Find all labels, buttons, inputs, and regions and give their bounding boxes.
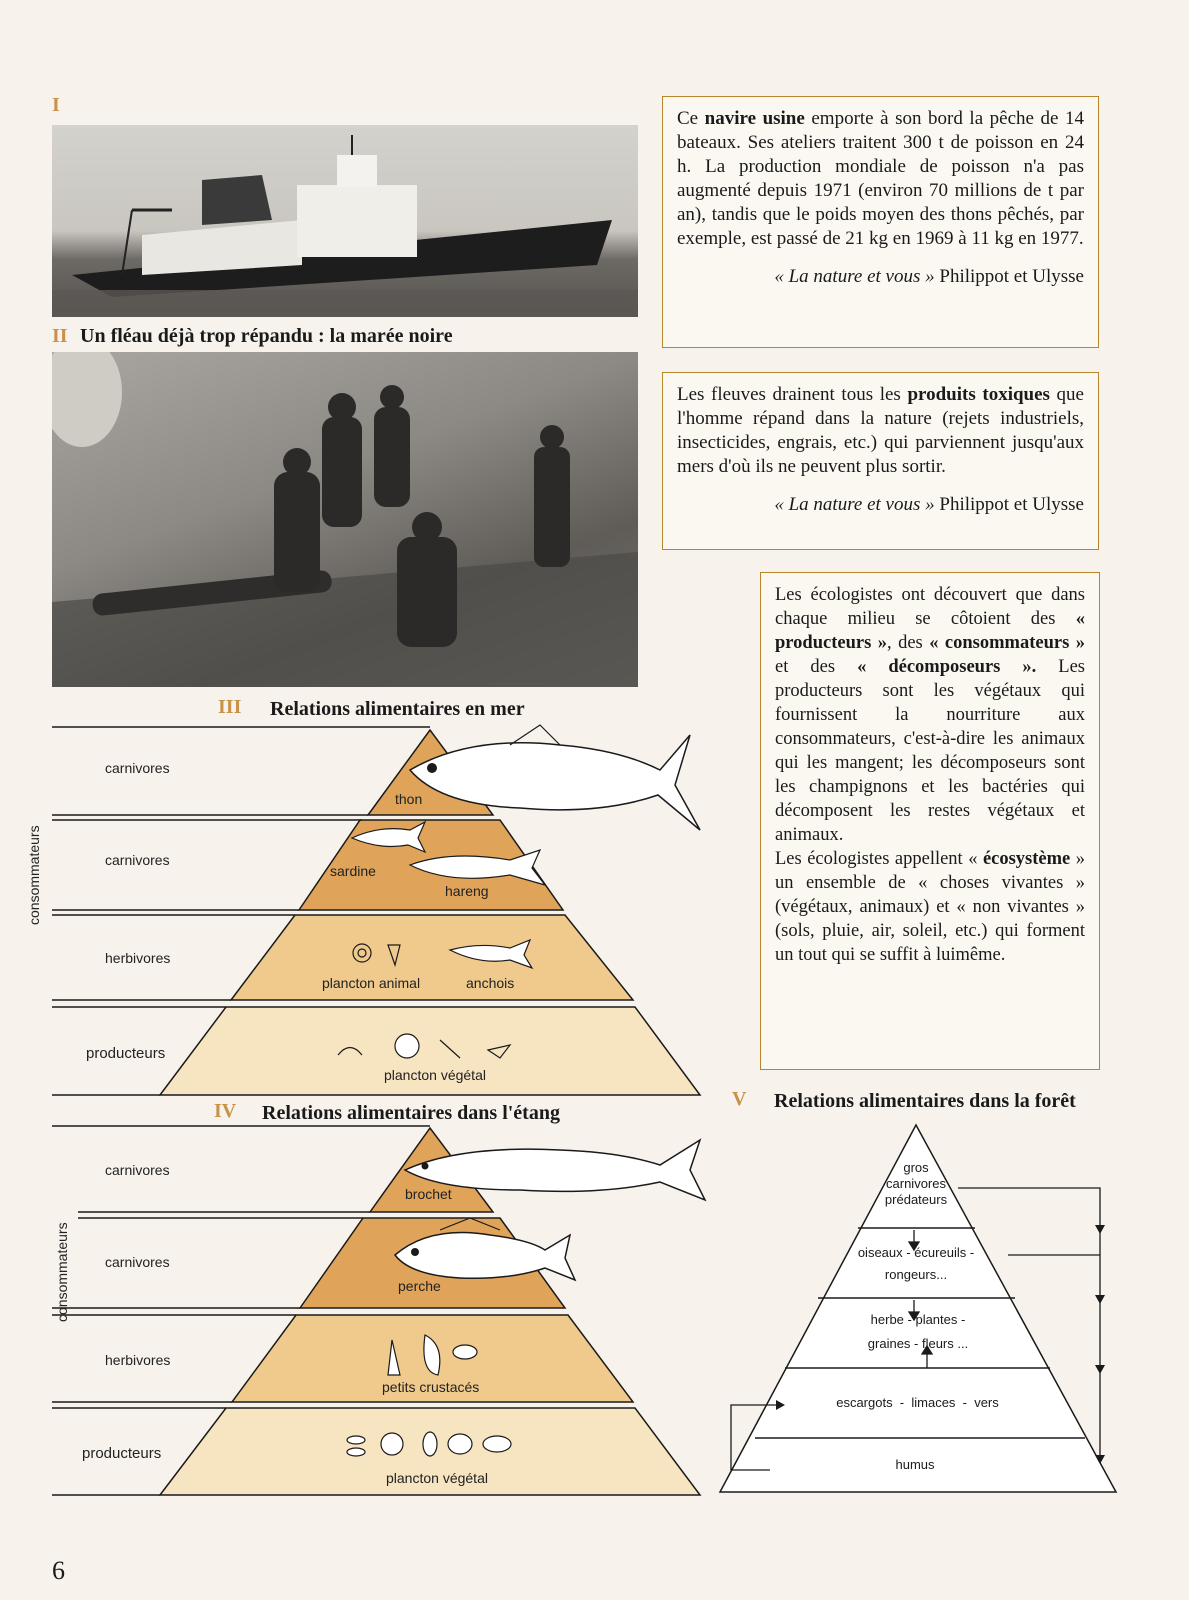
- consumers-side-label: consommateurs: [54, 1222, 70, 1322]
- organism-label: plancton végétal: [384, 1067, 486, 1083]
- section-numeral: V: [732, 1088, 747, 1110]
- section-caption: Relations alimentaires dans la forêt: [774, 1090, 1076, 1112]
- organism-label: plancton animal: [322, 975, 421, 991]
- level-label: herbivores: [105, 950, 171, 966]
- section-numeral: I: [52, 94, 60, 116]
- section-numeral: IV: [214, 1100, 237, 1122]
- forest-level-5: humus: [895, 1457, 935, 1472]
- level-label: carnivores: [105, 1162, 170, 1178]
- section-caption: Un fléau déjà trop répandu : la marée noire: [80, 325, 453, 347]
- section-numeral: III: [218, 696, 242, 718]
- forest-level-4: escargots - limaces - vers: [836, 1395, 999, 1410]
- source-citation: « La nature et vous » Philippot et Ulysse: [774, 266, 1084, 287]
- forest-level-2: oiseaux - écureuils - rongeurs...: [857, 1245, 975, 1282]
- organism-label: hareng: [445, 883, 489, 899]
- level-label: carnivores: [105, 760, 170, 776]
- forest-level-top: gros carnivores prédateurs: [884, 1160, 948, 1207]
- organism-label: perche: [398, 1278, 441, 1294]
- organism-label: brochet: [405, 1186, 452, 1202]
- consumers-side-label: consommateurs: [26, 825, 42, 925]
- level-label: carnivores: [105, 852, 170, 868]
- organism-label: plancton végétal: [386, 1470, 488, 1486]
- level-label: carnivores: [105, 1254, 170, 1270]
- page-number: 6: [52, 1556, 65, 1585]
- organism-label: sardine: [330, 863, 376, 879]
- source-citation: « La nature et vous » Philippot et Ulysse: [774, 494, 1084, 515]
- organism-label: petits crustacés: [382, 1379, 480, 1395]
- section-caption: Relations alimentaires dans l'étang: [262, 1102, 560, 1124]
- factory-ship-text: Ce navire usine emporte à son bord la pêche de 14 bateaux. Ses ateliers traitent 300 t de poisson en 24 h. La production mondiale de poisson n'a pas augmenté depuis 1971 (environ 70 millions de t par an), tandis que le poids moyen des thons pêchés, par exemple, est passé de 21 kg en 1969 à 11 kg en 1977.: [677, 108, 1084, 249]
- level-label: producteurs: [82, 1445, 162, 1462]
- forest-level-3: herbe - plantes - graines - fleurs ...: [867, 1312, 969, 1351]
- organism-label: anchois: [466, 975, 515, 991]
- level-label: producteurs: [86, 1045, 166, 1062]
- level-label: herbivores: [105, 1352, 171, 1368]
- toxic-products-text: Les fleuves drainent tous les produits toxiques que l'homme répand dans la nature (rejets industriels, insecticides, engrais, etc.) qui parviennent jusqu'aux mers d'où ils ne peuvent plus sortir.: [677, 384, 1084, 477]
- ecosystem-text: Les écologistes ont découvert que dans chaque milieu se côtoient des « producteurs », des « consommateurs » et des « décomposeurs ». Les producteurs sont les végétaux qui fournissent la nourriture aux consommateurs, c'est-à-dire les animaux qui les mangent; les décomposeurs sont les champignons et les bactéries qui décomposent les restes végétaux et animaux. Les écologistes appellent « écosystème » un ensemble de « choses vivantes » (végétaux, animaux) et « non vivantes » (sols, pluie, air, soleil, etc.) qui forment un tout qui se suffit à luimême.: [775, 585, 1086, 965]
- section-numeral: II: [52, 325, 68, 347]
- section-caption: Relations alimentaires en mer: [270, 698, 525, 720]
- organism-label: thon: [395, 791, 423, 807]
